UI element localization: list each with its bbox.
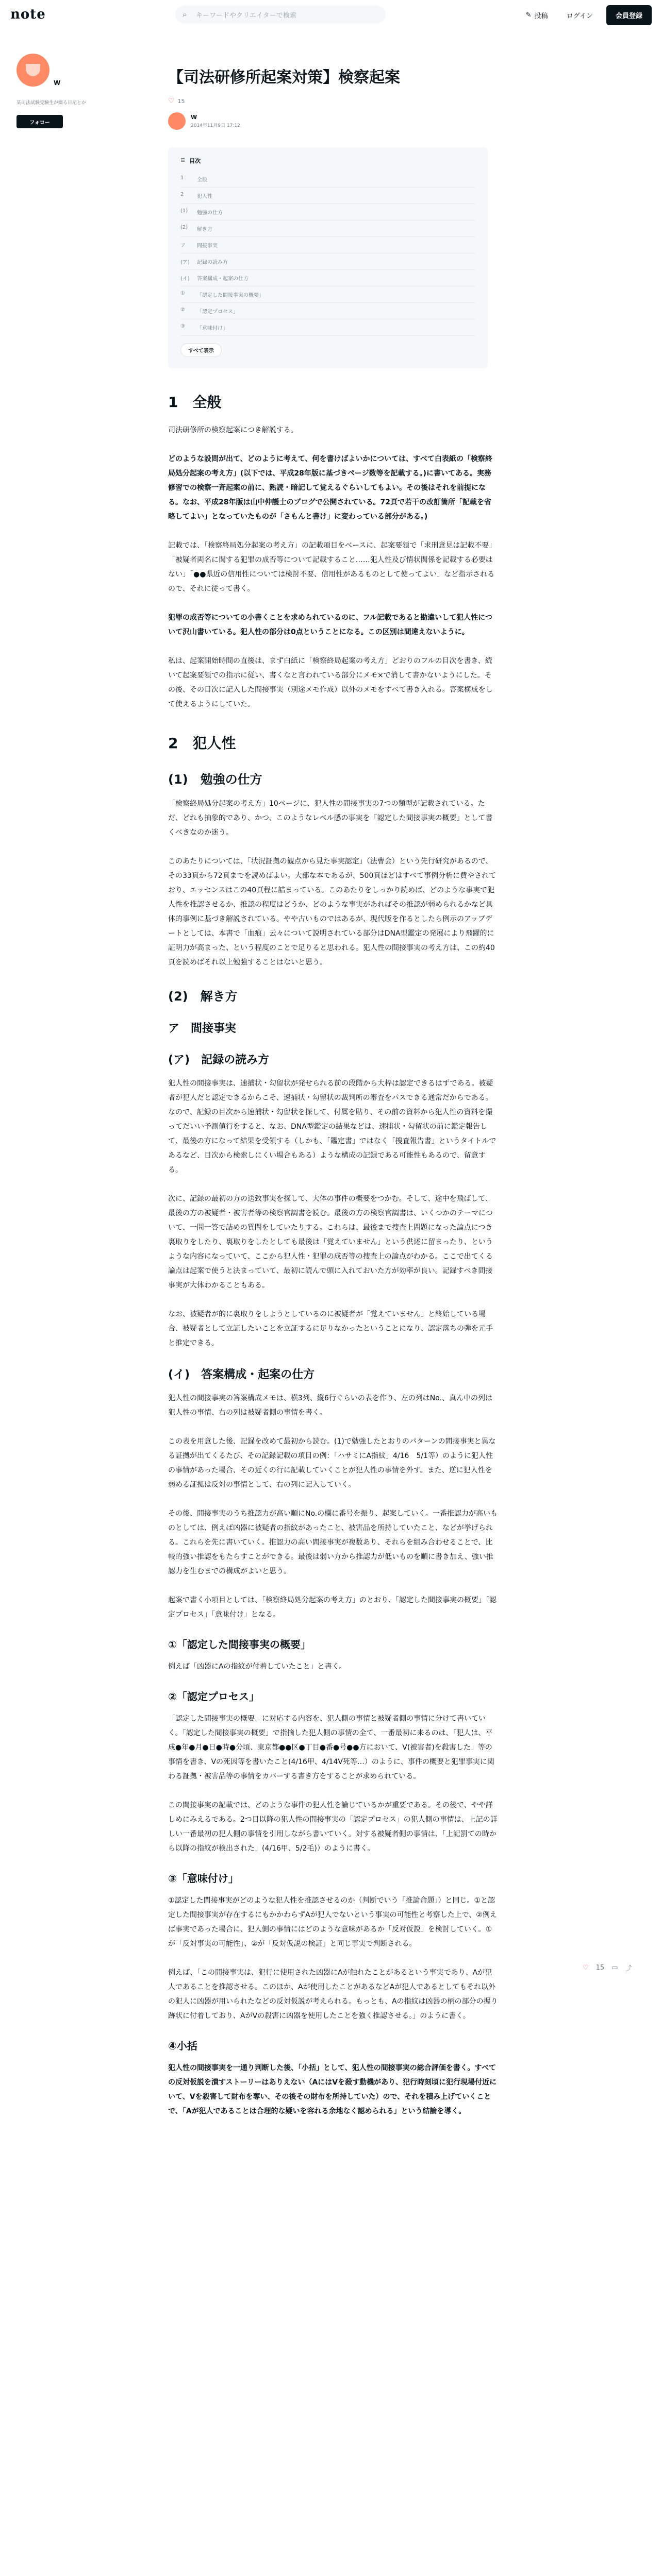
subsection-heading: (ア) 記録の読み方 xyxy=(168,1054,270,1066)
toc-item[interactable] xyxy=(180,237,475,253)
toc-item[interactable] xyxy=(180,188,475,204)
subsection-heading: ア 間接事実 xyxy=(168,1022,237,1035)
post-button[interactable] xyxy=(521,6,553,24)
toc-item-number: (1) xyxy=(180,208,188,214)
toc-item[interactable] xyxy=(180,171,475,188)
heart-icon: ♡ xyxy=(168,97,175,105)
comment-icon[interactable]: ▭ xyxy=(611,1964,618,1972)
toc-item-number: ③ xyxy=(180,324,185,329)
paragraph: 起案で書く小項目としては、「検察終局処分起案の考え方」のとおり、「認定した間接事実の概要」「認定プロセス」「意味付け」となる。 xyxy=(168,1596,496,1619)
post-label: 投稿 xyxy=(534,12,548,20)
article-date: 2014年11月9日 17:12 xyxy=(191,123,240,128)
search-input[interactable] xyxy=(175,6,386,23)
toc-item-number: ア xyxy=(180,243,186,249)
subsection-heading: ①「認定した間接事実の概要」 xyxy=(168,1638,311,1651)
section-heading: 1 全般 xyxy=(168,394,222,411)
subsection-heading: ④小括 xyxy=(168,2040,197,2052)
toc-item-number: 2 xyxy=(180,192,184,197)
search-placeholder: キーワードやクリエイターで検索 xyxy=(196,11,296,20)
paragraph: このあたりについては、「状況証拠の観点から見た事実認定」（法曹会）という先行研究があるので、その33頁から72頁までを読めばよい。大部な本であるが、500頁ほどはすべて事例分析に費やされており、エッセンスはこの40頁程に詰まっている。このあたりをしっかり読めば、どのような事実で犯人性を推認させるか、推認の程度はどうか、どのような事実があればその推認が弱められるかなど具体的事例に基づき解説されている。やや古いものではあるが、現代版を作るとしたら例示のアップデートとしては、本書で「血痕」云々について説明されている部分はDNA型鑑定の発展により飛躍的に証明力が高まった、という程度のことで足りると思われる。犯人性の間接事実の考え方は、この約40頁を読めばそれ以上勉強することはないと思う。 xyxy=(168,857,496,967)
paragraph: ①認定した間接事実がどのような犯人性を推認させるのか（判断でいう「推論命題」）と同じ。①と認定した間接事実が存在するにもかかわらずAが犯人でないという事実の可能性と考察した上で、②例えば事実であった場合に、犯人側の事情にはどのような意味があるか「反対仮説」を検討していく。①が「反対事実の可能性」、②が「反対仮説の検証」と同じ事実で判断される。 xyxy=(168,1896,497,1948)
article-author xyxy=(168,112,498,130)
toc-item-label: 勉強の仕方 xyxy=(197,210,223,216)
toc-item-label: 答案構成・起案の仕方 xyxy=(197,276,249,282)
paragraph: 「検察終局処分起案の考え方」10ページに、犯人性の間接事実の7つの類型が記載されている。ただ、どれも抽象的であり、かつ、このようなレベル感の事実を「認定した間接事実の概要」として書くべきなのか迷う。 xyxy=(168,800,493,837)
paragraph: 犯罪の成否等についての小書くことを求められているのに、フル記載であると勘違いして犯人性について沢山書いている。犯人性の部分は0点ということになる。この区別は間違えないように。 xyxy=(168,614,492,636)
paragraph: この表を用意した後、記録を改めて最初から読む。(1)で勉強したとおりのパターンの間接事実と異なる証拠が出てくるたび、その記録記載の項目の例：「ハサミにA指紋」4/16 5/1等）のように犯人性の事情があった場合、その近くの行に記載していくことが犯人性の事情を外す。また、逆に犯人性を弱める証拠は反対の事情として、右の列に記入していく。 xyxy=(168,1437,496,1489)
follow-label: フォロー xyxy=(29,120,50,126)
section-heading: 2 犯人性 xyxy=(168,735,236,752)
subsection-heading: (2) 解き方 xyxy=(168,989,238,1004)
author-name[interactable]: W xyxy=(54,79,61,87)
list-icon: ≡ xyxy=(180,157,186,163)
toc-item[interactable] xyxy=(180,270,475,286)
toc-item-label: 記録の読み方 xyxy=(197,260,228,265)
subsection-heading: (イ) 答案構成・起案の仕方 xyxy=(168,1368,315,1381)
toc-item-label: 「認定プロセス」 xyxy=(197,309,238,315)
login-button[interactable]: ログイン xyxy=(566,12,593,20)
article-body xyxy=(168,391,498,2119)
toc-item-label: 間接事実 xyxy=(197,243,218,249)
toc-item[interactable] xyxy=(180,221,475,237)
note-logo[interactable]: note xyxy=(10,7,46,22)
toc-heading xyxy=(180,157,475,165)
author-avatar-small[interactable] xyxy=(168,112,186,130)
paragraph: 犯人性の間接事実を一通り判断した後、「小括」として、犯人性の間接事実の総合評価を書く。すべての反対仮説を潰すストーリーはありえない（AにはVを殺す動機があり、犯行時刻頃に犯行現場付近にいて、Vを殺害して財布を奪い、その後その財布を所持していた）ので、それを積み上げていくことで、「Aが犯人であることは合理的な疑いを容れる余地なく認められる」という結論を導く。 xyxy=(168,2064,497,2115)
search-icon: ⌕ xyxy=(183,10,187,19)
paragraph: なお、被疑者が的に裏取りをしようとしているのに被疑者が「覚えていません」と終始している場合、被疑者として立証したいことを立証するに足りなかったということになり、認定落ちの弾を元手と推定できる。 xyxy=(168,1310,493,1347)
paragraph: 記載では、「検察終局処分起案の考え方」の記載項目をベースに、起案要領で「求刑意見は記載不要」「被疑者両名に関する犯罪の成否等について記載すること……犯人性及び情状関係を記載する必要はない」「●●県近の信用性については検討不要、信用性があるものとして使ってよい」など指示されるので、それに従って書く。 xyxy=(168,541,496,593)
paragraph: 「認定した間接事実の概要」に対応する内容を、犯人側の事情と被疑者側の事情に分けて書いていく。「認定した間接事実の概要」で指摘した犯人側の事情の全て、一番最初に来るのは、「犯人は、平成●年●月●日●時●分頃、東京都●●区●丁目●番●号●●方において、V(被害者)を殺害した」等の事情を書き、Vの死因等を書いたこと(4/16甲、4/14V死等…）のように、事件の概要と犯罪事実に関わる証拠・被害品等の事情をカバーする書き方をすることが求められている。 xyxy=(168,1715,494,1781)
article-author-name[interactable]: W xyxy=(191,114,197,121)
author-bio: 某司法試験受験生が綴る日記とか xyxy=(16,100,87,106)
header-actions xyxy=(521,5,652,25)
paragraph: 犯人性の間接事実の答案構成メモは、横3列、縦6行ぐらいの表を作り、左の列はNo.、真ん中の列は犯人性の事情、右の列は被疑者側の事情を書く。 xyxy=(168,1394,493,1417)
like-count-value: 15 xyxy=(177,97,185,105)
toc-item-number: (ア) xyxy=(180,260,190,265)
follow-button[interactable] xyxy=(16,115,63,128)
subsection-heading: ②「認定プロセス」 xyxy=(168,1690,259,1703)
toc-item[interactable] xyxy=(180,303,475,319)
paragraph: この間接事実の記載では、どのような事件の犯人性を論じているかが重要である。その後で、やや詳しめにみえるである。2つ目以降の犯人性の間接事実の「認定プロセス」の犯人側の事情は、上記の詳しい一番最初の犯人側の事情を引用しながら書いていく。対する被疑者側の事情は、「上記罰ての時から以降の指紋が検出された」(4/16甲、5/2毛)）のように書く。 xyxy=(168,1801,498,1853)
toc-item[interactable] xyxy=(180,319,475,336)
toc-item-label: 全般 xyxy=(197,177,207,183)
toc-show-all-button[interactable]: すべて表示 xyxy=(180,343,222,357)
subsection-heading: (1) 勉強の仕方 xyxy=(168,772,262,787)
toc-item-number: ② xyxy=(180,307,185,313)
toc-item-number: (イ) xyxy=(180,276,190,282)
paragraph: 私は、起案開始時間の直後は、まず白紙に「検察終局起案の考え方」どおりのフルの目次を書き、続いて起案要領での指示に従い、書くなと言われている部分にメモ×で消して書かないようにした。その後、その目次に記入した間接事実（別途メモ作成）以外のメモをすべて書き入れる。答案構成をして使えるようにしていた。 xyxy=(168,657,493,708)
signup-button[interactable]: 会員登録 xyxy=(606,5,652,25)
paragraph: 次に、記録の最初の方の送致事実を探して、大体の事件の概要をつかむ。そして、途中を飛ばして、最後の方の被疑者・被害者等の検察官調書を読む。最後の方の検察官調書は、いくつかのテーマについて、一問一答で詰めの質問をしていたりする。これらは、最後まで捜査上問題になった論点につき裏取りをしたり、裏取りをしたとしても最後は「覚えていません」という供述に留まったり、というような内容になっていて、ここから犯人性・犯罪の成否等の捜査上の論点がわかる。ここで出てくる論点は起案で使うと決まっていて、最初に読んで頭に入れておいた方が効率が良い。記録すべき間接事実が大体わかることもある。 xyxy=(168,1195,493,1290)
toc-item[interactable] xyxy=(180,253,475,270)
paragraph: どのような設問が出て、どのように考えて、何を書けばよいかについては、すべて白表紙の「検察終局処分起案の考え方」(以下では、平成28年版に基づきページ数等を記載する。)に書いてある。実務修習での検察一斉起案の前に、熟読・暗記して覚えるぐらいしてもよい。その後はそれを前提になる。なお、平成28年版は山中仲護士のブログで公開されている。72頁で若干の改訂箇所「記載を省略してよい」となっていたものが「さもんと書け」に変わっている部分がある。) xyxy=(168,455,492,521)
article-title: 【司法研修所起案対策】検察起案 xyxy=(168,69,400,87)
toc-item-label: 犯人性 xyxy=(197,194,212,199)
toc-item-label: 「認定した間接事実の概要」 xyxy=(197,293,264,298)
author-avatar[interactable] xyxy=(16,54,49,87)
top-bar xyxy=(0,0,662,29)
subsection-heading: ③「意味付け」 xyxy=(168,1872,239,1885)
heart-icon[interactable]: ♡ xyxy=(583,1964,589,1972)
paragraph: 例えば、「この間接事実は、犯行に使用された凶器にAが触れたことがあるという事実であり、Aが犯人であることを推認させる。このほか、Aが使用したことがあるなどAが犯人であるとしてもそれ以外の犯人に凶器が用いられたなどの反対仮説が考えられる。もっとも、Aの指紋は凶器の柄の部分の握り跡状に付着しており、AがVの殺害に凶器を使用したことを強く推認させる。」のように書く。 xyxy=(168,1969,498,2020)
share-icon[interactable]: ⤴ xyxy=(625,1965,632,1973)
toc-item-number: (2) xyxy=(180,225,188,230)
pencil-icon: ✎ xyxy=(525,11,532,19)
toc-item-label: 解き方 xyxy=(197,227,212,232)
table-of-contents xyxy=(168,147,488,368)
like-count[interactable] xyxy=(168,97,498,105)
paragraph: 司法研修所の検察起案につき解説する。 xyxy=(168,426,298,434)
toc-item-number: ① xyxy=(180,291,185,296)
paragraph: その後、間接事実のうち推認力が高い順にNo.の欄に番号を振り、起案していく。一番推認力が高いものとしては、例えば凶器に被疑者の指紋があったこと、被害品を所持していたこと、などが挙げられる。これらを先に書いていく。推認力の高い間接事実が複数あり、それらを組み合わせることで、比較的強い推認をもたらすことができる。最後は弱い方から推認力が低いものを順に書き加え、強い推認力を生むまでの構成がよいと思う。 xyxy=(168,1510,498,1575)
floating-actions xyxy=(583,1963,632,1973)
toc-item[interactable] xyxy=(180,204,475,221)
author-sidebar xyxy=(16,54,109,128)
toc-item[interactable] xyxy=(180,286,475,303)
paragraph: 犯人性の間接事実は、速捕状・勾留状が発せられる前の段階から大枠は認定できるはずである。被疑者が犯人だと認定できるからこそ、速捕状・勾留状の裁判所の審査をパスできる通常だからである。なので、記録の目次から速捕状・勾留状を探して、付属を貼り、その前の資料から犯人性の資料を撮ってだいい予測値行をすると、なお、DNA型鑑定の結果などは、速捕状・勾留状の前に鑑定報告して、最後の方になって結果を受領する（しかも、「鑑定書」ではなく「捜査報告書」というタイトルであるなど、目次から検索しにくい場合もある）ような構成の記録である可能性もあるので、留意する。 xyxy=(168,1079,496,1174)
toc-item-number: 1 xyxy=(180,175,184,181)
float-like-count: 15 xyxy=(595,1964,605,1972)
toc-heading-label: 目次 xyxy=(189,158,201,164)
article xyxy=(168,67,498,2133)
paragraph: 例えば「凶器にAの指紋が付着していたこと」と書く。 xyxy=(168,1663,346,1671)
toc-item-label: 「意味付け」 xyxy=(197,326,228,331)
